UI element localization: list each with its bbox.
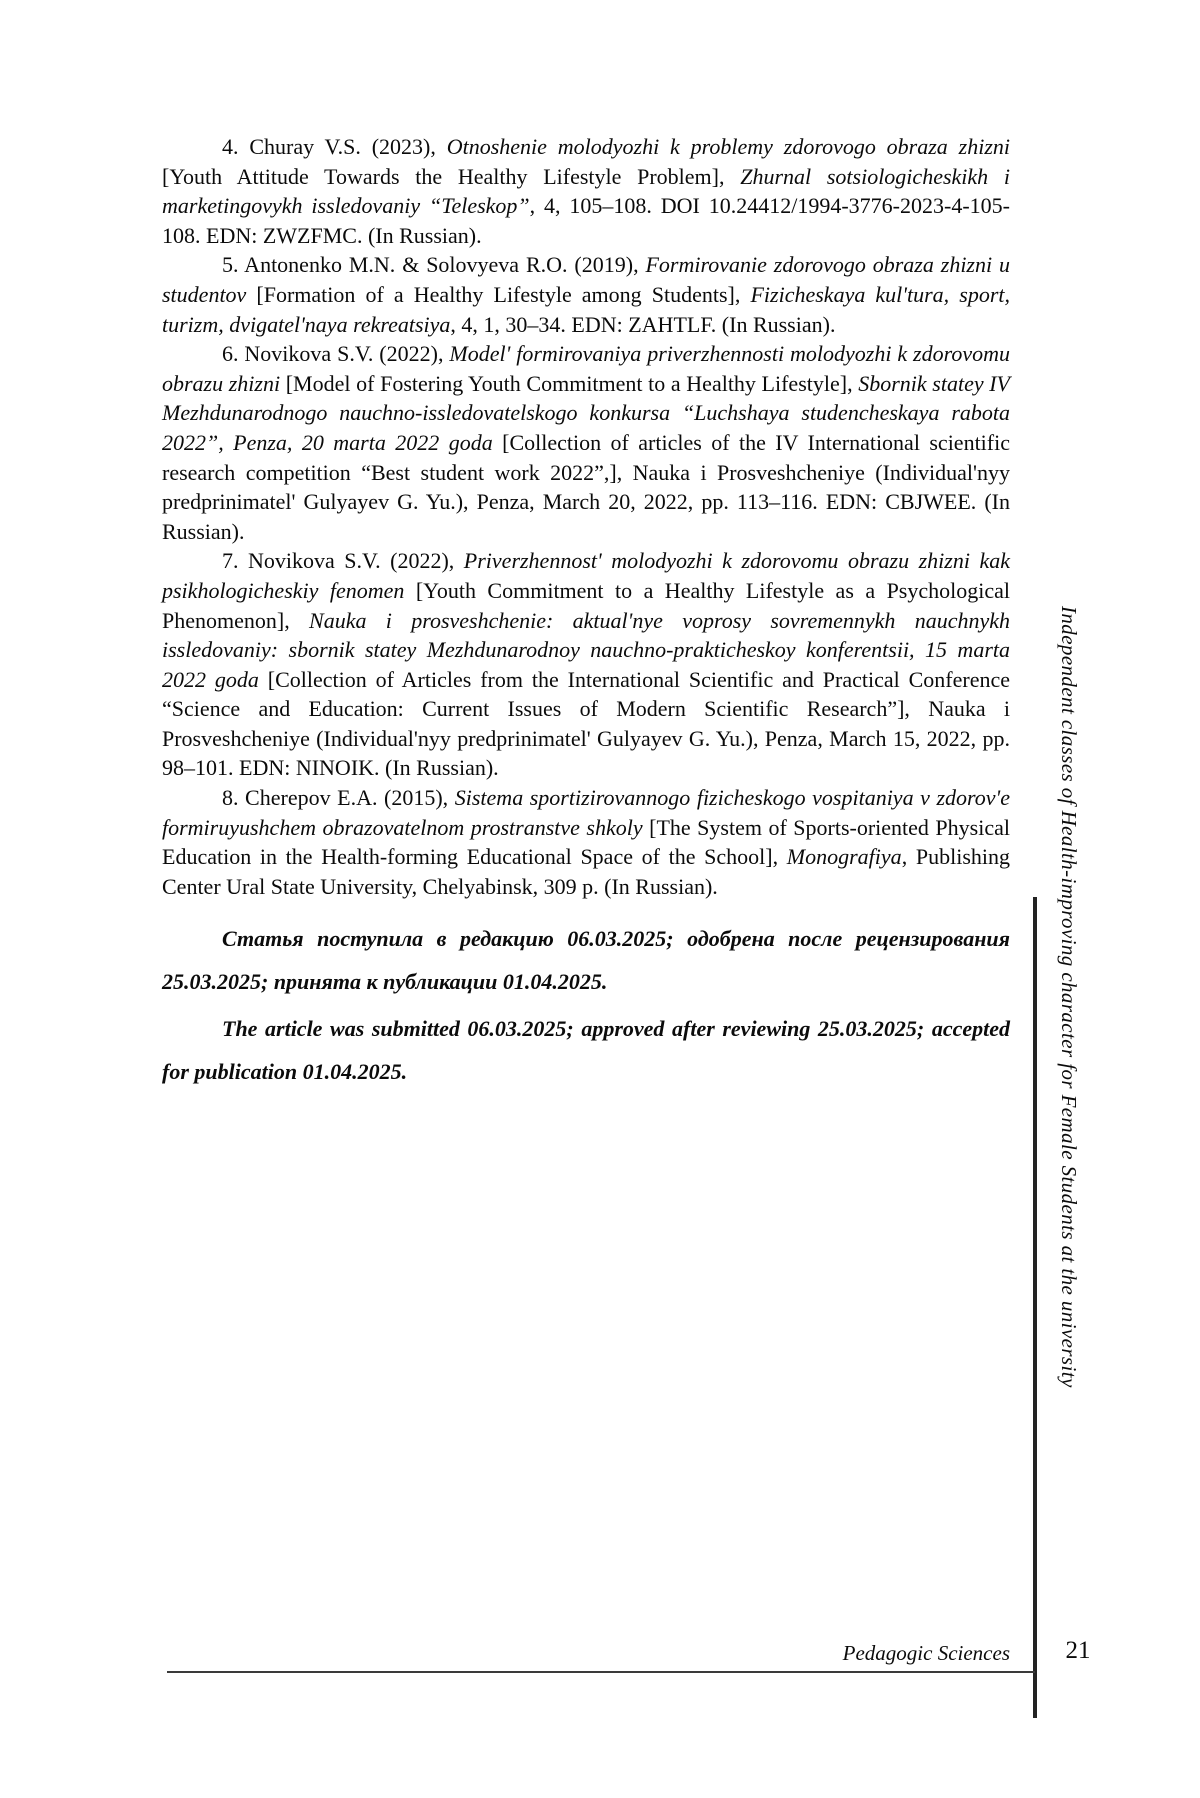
reference-title-segment: Nauka i prosveshchenie: aktual'nye voprosy sovremennykh nauchnykh issledovaniy: sbornik statey Mezhdunarodnoy nauchno-prakticheskoy konferentsii, 15 marta 2022 goda [162,607,1010,692]
reference-text-segment: 6. Novikova S.V. (2022), [222,341,450,367]
reference-text-segment: [Youth Commitment to a Healthy Lifestyle as a Psychological Phenomenon], [162,577,1010,633]
reference-text-segment: , 4, 105–108. DOI 10.24412/1994-3776-2023-4-105-108. EDN: ZWZFMC. (In Russian). [162,193,1010,248]
page-number: 21 [1065,1637,1091,1664]
reference-text-segment: [Youth Attitude Towards the Healthy Lifestyle Problem], [162,163,741,189]
reference-title-segment: Zhurnal sotsiologicheskikh i marketingovykh issledovaniy “Teleskop” [162,163,1010,219]
vertical-rule [1033,897,1037,1718]
reference-text-segment: , Publishing Center Ural State University, Chelyabinsk, 309 p. (In Russian). [162,844,1010,899]
reference-title-segment: Model' formirovaniya priverzhennosti molodyozhi k zdorovomu obrazu zhizni [162,341,1010,396]
submission-note-en: The article was submitted 06.03.2025; approved after reviewing 25.03.2025; accepted for publication 01.04.2025. [162,1016,1010,1085]
reference-text-segment: 8. Cherepov E.A. (2015), [222,785,455,811]
reference-text-segment: , 4, 1, 30–34. EDN: ZAHTLF. (In Russian). [450,311,836,337]
reference-item [162,339,1010,546]
reference-item [162,250,1010,339]
submission-notes [162,917,1010,1093]
footer-section-label: Pedagogic Sciences [842,1641,1010,1665]
reference-text-segment: 5. Antonenko M.N. & Solovyeva R.O. (2019), [222,252,646,278]
reference-title-segment: Priverzhennost' molodyozhi k zdorovomu obrazu zhizni kak psikhologicheskiy fenomen [162,548,1010,603]
submission-note-ru: Статья поступила в редакцию 06.03.2025; одобрена после рецензирования 25.03.2025; принята к публикации 01.04.2025. [162,926,1010,995]
reference-text-segment: 4. Churay V.S. (2023), [222,134,447,159]
reference-item [162,783,1010,901]
references-list [162,132,1010,901]
reference-title-segment: Monografiya [786,844,902,870]
reference-text-segment: [Collection of Articles from the International Scientific and Practical Conference “Science and Education: Current Issues of Modern Scientific Research”], Nauka i Prosveshcheniye (Individual'nyy predprinimatel' Gulyayev G. Yu.), Penza, March 15, 2022, pp. 98–101. EDN: NINOIK. (In Russian). [162,666,1011,781]
reference-item [162,132,1010,250]
reference-title-segment: Otnoshenie molodyozhi k problemy zdorovogo obraza zhizni [446,134,1010,159]
reference-title-segment: Sbornik statey IV Mezhdunarodnogo nauchno-issledovatelskogo konkursa “Luchshaya studencheskaya rabota 2022”, Penza, 20 marta 2022 goda [162,370,1010,455]
reference-text-segment: [Collection of articles of the IV International scientific research competition “Best student work 2022”,], Nauka i Prosveshcheniye (Individual'nyy predprinimatel' Gulyayev G. Yu.), Penza, March 20, 2022, pp. 113–116. EDN: CBJWEE. (In Russian). [162,429,1010,544]
reference-text-segment: [Model of Fostering Youth Commitment to a Healthy Lifestyle], [280,370,859,396]
reference-text-segment: [The System of Sports-oriented Physical Education in the Health-forming Educational Space of the School], [162,814,1010,870]
reference-item [162,546,1010,783]
reference-title-segment: Sistema sportizirovannogo fizicheskogo vospitaniya v zdorov'e formiruyushchem obrazovatelnom prostranstve shkoly [162,785,1010,840]
reference-title-segment: Fizicheskaya kul'tura, sport, turizm, dvigatel'naya rekreatsiya [162,281,1011,337]
reference-title-segment: Formirovanie zdorovogo obraza zhizni u studentov [162,252,1010,307]
main-text-column [162,132,1010,1093]
reference-text-segment: [Formation of a Healthy Lifestyle among Students], [246,281,751,307]
footer-divider-line [167,1671,1035,1673]
reference-text-segment: 7. Novikova S.V. (2022), [222,548,464,574]
rotated-article-title: Independent classes of Health-improving character for Female Students at the university [1057,606,1081,1388]
